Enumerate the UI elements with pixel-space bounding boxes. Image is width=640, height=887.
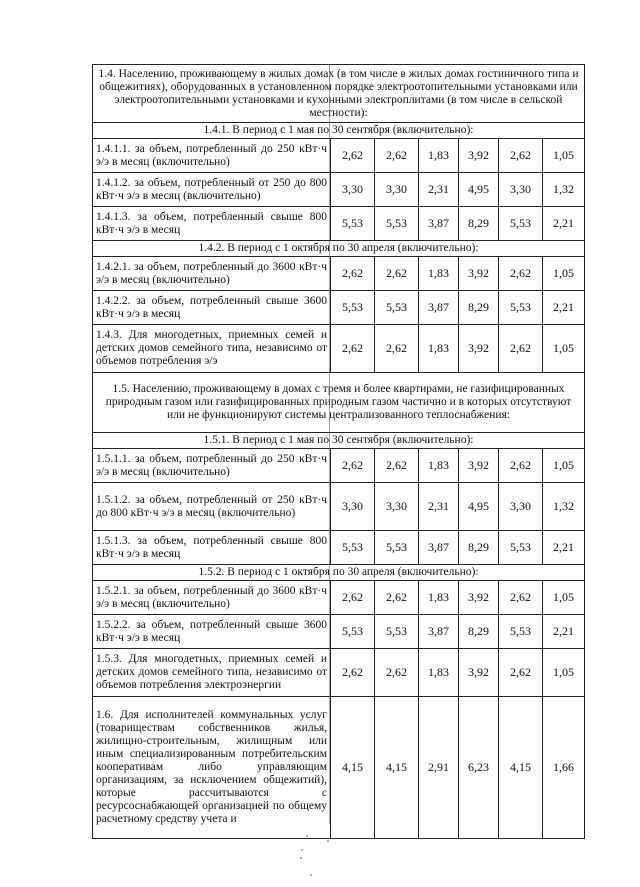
tariff-value: 6,23 <box>459 697 499 839</box>
tariff-row <box>93 697 585 839</box>
tariff-value: 3,92 <box>459 325 499 373</box>
tariff-value: 2,62 <box>331 257 375 291</box>
tariff-value: 2,62 <box>375 449 419 483</box>
section-header-row <box>93 241 585 257</box>
tariff-value: 1,83 <box>419 449 459 483</box>
tariff-value: 8,29 <box>459 207 499 241</box>
tariff-value: 3,30 <box>331 483 375 531</box>
row-label: 1.5.2.1. за объем, потребленный до 3600 кВт·ч э/э в месяц (включительно) <box>93 581 331 615</box>
tariff-value: 1,83 <box>419 325 459 373</box>
tariff-value: 2,62 <box>499 449 543 483</box>
section-header: 1.5. Населению, проживающему в домах с тремя и более квартирами, не газифицированных природным газом или газифицированных природным газом частично и в которых отсутствуют или не функционируют системы централизованного теплоснабжения: <box>93 373 585 433</box>
tariff-value: 2,62 <box>375 139 419 173</box>
tariff-value: 4,15 <box>375 697 419 839</box>
tariff-value: 4,95 <box>459 483 499 531</box>
tariff-value: 1,66 <box>543 697 585 839</box>
row-label: 1.6. Для исполнителей коммунальных услуг (товариществам собственников жилья, жилищно-строительным, жилищным или иным специализированным потребительским кооперативам либо управляющим организациям, за исключением общежитий), которые рассчитываются с ресурсоснабжающей организацией по общему расчетному средству учета и <box>93 697 331 839</box>
tariff-value: 5,53 <box>331 291 375 325</box>
tariff-row <box>93 531 585 565</box>
tariff-value: 3,87 <box>419 291 459 325</box>
row-label: 1.5.2.2. за объем, потребленный свыше 3600 кВт·ч э/э в месяц <box>93 615 331 649</box>
tariff-value: 3,87 <box>419 207 459 241</box>
tariff-value: 2,62 <box>499 581 543 615</box>
row-label: 1.4.2.1. за объем, потребленный до 3600 кВт·ч э/э в месяц (включительно) <box>93 257 331 291</box>
tariff-value: 1,32 <box>543 173 585 207</box>
tariff-row <box>93 257 585 291</box>
tariff-value: 2,62 <box>331 139 375 173</box>
tariff-value: 5,53 <box>499 207 543 241</box>
tariff-value: 8,29 <box>459 531 499 565</box>
tariff-value: 2,62 <box>375 325 419 373</box>
tariff-value: 2,21 <box>543 291 585 325</box>
section-header-row <box>93 433 585 449</box>
tariff-value: 2,62 <box>331 325 375 373</box>
tariff-value: 2,62 <box>331 581 375 615</box>
tariff-value: 2,31 <box>419 483 459 531</box>
tariff-row <box>93 581 585 615</box>
row-label: 1.5.1.1. за объем, потребленный до 250 кВт·ч э/э в месяц (включительно) <box>93 449 331 483</box>
tariff-value: 3,92 <box>459 257 499 291</box>
row-label: 1.5.1.2. за объем, потребленный от 250 кВт·ч до 800 кВт·ч э/э в месяц (включительно) <box>93 483 331 531</box>
tariff-value: 4,95 <box>459 173 499 207</box>
section-header: 1.5.1. В период с 1 мая по 30 сентября (включительно): <box>93 433 585 449</box>
tariff-value: 3,30 <box>499 173 543 207</box>
tariff-row <box>93 291 585 325</box>
row-label: 1.5.1.3. за объем, потребленный свыше 800 кВт·ч э/э в месяц <box>93 531 331 565</box>
section-header: 1.4.2. В период с 1 октября по 30 апреля (включительно): <box>93 241 585 257</box>
row-label: 1.4.1.3. за объем, потребленный свыше 800 кВт·ч э/э в месяц <box>93 207 331 241</box>
tariff-value: 1,05 <box>543 581 585 615</box>
tariff-value: 2,21 <box>543 531 585 565</box>
tariff-row <box>93 139 585 173</box>
tariff-value: 2,21 <box>543 207 585 241</box>
tariff-value: 3,92 <box>459 449 499 483</box>
section-header: 1.5.2. В период с 1 октября по 30 апреля (включительно): <box>93 565 585 581</box>
tariff-value: 3,30 <box>331 173 375 207</box>
tariff-value: 1,05 <box>543 449 585 483</box>
tariff-table <box>92 64 585 839</box>
tariff-value: 8,29 <box>459 291 499 325</box>
tariff-value: 5,53 <box>331 615 375 649</box>
row-label: 1.5.3. Для многодетных, приемных семей и детских домов семейного типа, независимо от объемов потребления электроэнергии <box>93 649 331 697</box>
tariff-row <box>93 649 585 697</box>
tariff-value: 2,62 <box>499 139 543 173</box>
section-header-row <box>93 373 585 433</box>
tariff-value: 2,21 <box>543 615 585 649</box>
tariff-row <box>93 483 585 531</box>
tariff-value: 3,92 <box>459 581 499 615</box>
tariff-row <box>93 449 585 483</box>
tariff-value: 4,15 <box>499 697 543 839</box>
row-label: 1.4.2.2. за объем, потребленный свыше 3600 кВт·ч э/э в месяц <box>93 291 331 325</box>
tariff-value: 1,32 <box>543 483 585 531</box>
tariff-row <box>93 325 585 373</box>
tariff-value: 5,53 <box>499 291 543 325</box>
tariff-value: 5,53 <box>499 615 543 649</box>
tariff-value: 3,30 <box>375 483 419 531</box>
tariff-value: 1,83 <box>419 649 459 697</box>
tariff-value: 3,92 <box>459 649 499 697</box>
tariff-value: 1,83 <box>419 139 459 173</box>
tariff-value: 3,87 <box>419 531 459 565</box>
tariff-value: 5,53 <box>499 531 543 565</box>
tariff-row <box>93 173 585 207</box>
section-header-row <box>93 565 585 581</box>
tariff-value: 2,62 <box>331 449 375 483</box>
tariff-value: 8,29 <box>459 615 499 649</box>
tariff-value: 2,91 <box>419 697 459 839</box>
tariff-value: 2,62 <box>375 257 419 291</box>
tariff-value: 2,62 <box>499 325 543 373</box>
tariff-value: 3,30 <box>375 173 419 207</box>
tariff-value: 5,53 <box>331 531 375 565</box>
section-header: 1.4.1. В период с 1 мая по 30 сентября (включительно): <box>93 123 585 139</box>
tariff-value: 2,62 <box>375 649 419 697</box>
tariff-table-body <box>93 65 585 839</box>
tariff-value: 2,62 <box>499 257 543 291</box>
tariff-value: 5,53 <box>331 207 375 241</box>
tariff-value: 2,62 <box>375 581 419 615</box>
section-header: 1.4. Населению, проживающему в жилых домах (в том числе в жилых домах гостиничного типа и общежитиях), оборудованных в установленном порядке электроотопительными установками или электроотопительными установками и кухонными электроплитами (в том числе в сельской местности): <box>93 65 585 123</box>
fold-line <box>329 64 330 824</box>
tariff-value: 3,30 <box>499 483 543 531</box>
tariff-value: 1,05 <box>543 649 585 697</box>
row-label: 1.4.1.2. за объем, потребленный от 250 до 800 кВт·ч э/э в месяц (включительно) <box>93 173 331 207</box>
tariff-value: 1,05 <box>543 139 585 173</box>
tariff-value: 5,53 <box>375 291 419 325</box>
tariff-value: 2,62 <box>499 649 543 697</box>
tariff-value: 1,05 <box>543 257 585 291</box>
row-label: 1.4.3. Для многодетных, приемных семей и детских домов семейного типа, независимо от объемов потребления э/э <box>93 325 331 373</box>
tariff-value: 1,83 <box>419 581 459 615</box>
tariff-value: 4,15 <box>331 697 375 839</box>
tariff-value: 5,53 <box>375 531 419 565</box>
tariff-value: 3,87 <box>419 615 459 649</box>
tariff-value: 5,53 <box>375 615 419 649</box>
tariff-value: 2,62 <box>331 649 375 697</box>
section-header-row <box>93 65 585 123</box>
tariff-value: 1,83 <box>419 257 459 291</box>
section-header-row <box>93 123 585 139</box>
tariff-value: 2,31 <box>419 173 459 207</box>
tariff-row <box>93 615 585 649</box>
tariff-value: 1,05 <box>543 325 585 373</box>
tariff-value: 3,92 <box>459 139 499 173</box>
tariff-row <box>93 207 585 241</box>
row-label: 1.4.1.1. за объем, потребленный до 250 кВт·ч э/э в месяц (включительно) <box>93 139 331 173</box>
tariff-value: 5,53 <box>375 207 419 241</box>
